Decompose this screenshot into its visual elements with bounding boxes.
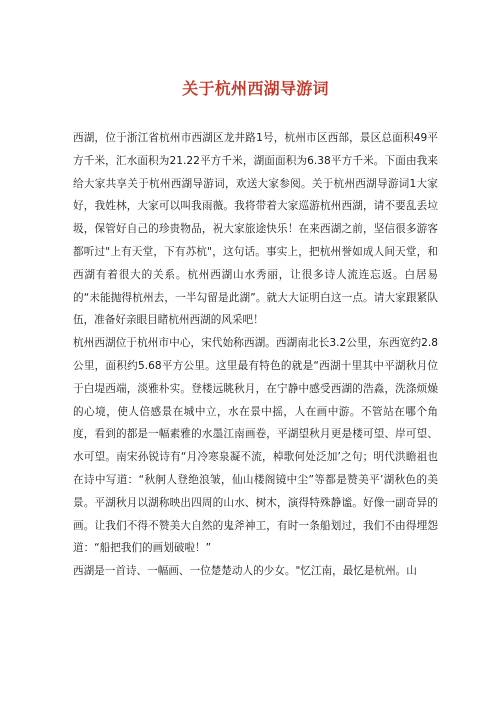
paragraph-intro: 西湖，位于浙江省杭州市西湖区龙井路1号，杭州市区西部，景区总面积49平方千米，汇水面积为21.22平方千米，湖面面积为6.38平方千米。下面由我来给大家共享关于杭州西湖导游词，欢送大家参阅。关于杭州西湖导游词1大家好，我姓林，大家可以叫我雨薇。我将带着大家巡游杭州西湖，请不要乱丢垃圾，保管好自己的珍贵物品，祝大家旅途快乐！在来西湖之前，坚信很多游客都听过"上有天堂，下有苏杭"，这句话。事实上，把杭州誉如成人间天堂，和西湖有着很大的关系。杭州西湖山水秀丽，让很多诗人流连忘返。白居易的“未能抛得杭州去，一半勾留是此湖”。就大大证明白这一点。请大家跟紧队伍，准备好亲眼目睹杭州西湖的风采吧！ — [73, 132, 438, 327]
document-body — [73, 127, 438, 583]
paragraph-poem: 西湖是一首诗、一幅画、一位楚楚动人的少女。"忆江南，最忆是杭州。山 — [73, 565, 417, 578]
document-title: 关于杭州西湖导游词 — [182, 79, 329, 98]
paragraph-location: 杭州西湖位于杭州市中心，宋代始称西湖。西湖南北长3.2公里，东西宽约2.8公里，面积约5.68平方公里。这里最有特色的就是“西湖十里其中平湖秋月位于白堤西端，淡雅朴实。登楼远眺秋月，在宁静中感受西湖的浩淼，洗涤烦燥的心境，使人倍感景在城中立，水在景中摇，人在画中游。不管站在哪个角度，看到的都是一幅素雅的水墨江南画卷，平湖望秋月更是楼可望、岸可望、水可望。南宋孙锐诗有“月冷寒泉凝不流，棹歌何处泛加’之句；明代洪瞻祖也在诗中写道：“秋舸人登绝浪皱，仙山楼阁镜中尘”等都是赞美平’湖秋色的美景。平湖秋月以湖称映出四周的山水、树木，演得特殊静谧。好像一副奇异的画。让我们不得不赞美大自然的鬼斧神工，有时一条船划过，我们不由得埋怨道：“船把我们的画划破啦！” — [73, 337, 438, 555]
